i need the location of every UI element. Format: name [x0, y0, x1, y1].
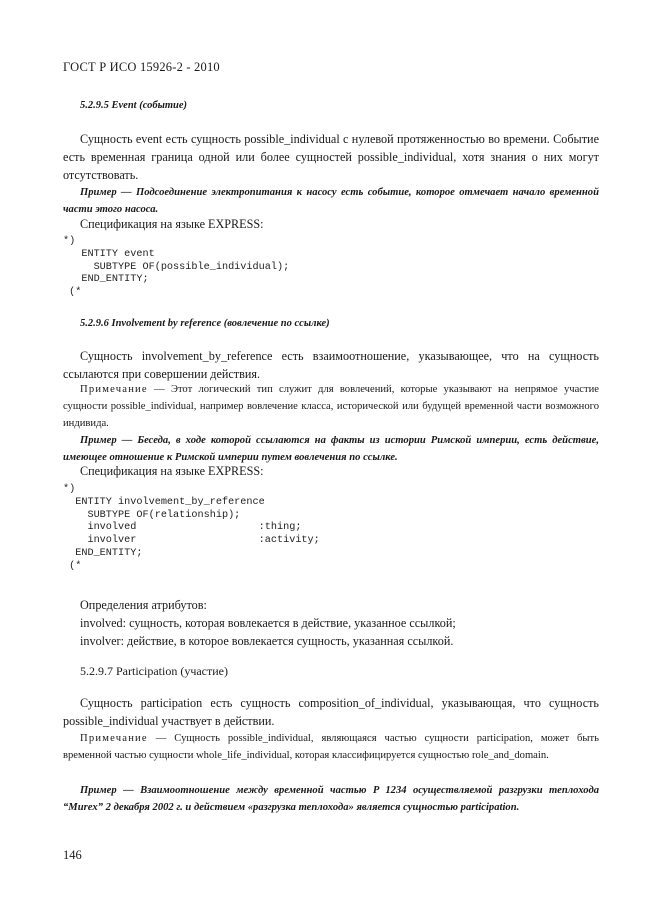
- attribute-involver: involver: действие, в которое вовлекается сущность, указанная ссылкой.: [80, 634, 454, 648]
- paragraph-involvement: Сущность involvement_by_reference есть взаимоотношение, указывающее, что на сущность ссылаются при совершении действия.: [63, 349, 599, 381]
- document-header: ГОСТ Р ИСО 15926-2 - 2010: [63, 60, 220, 74]
- example-participation: Пример — Взаимоотношение между временной частью P 1234 осуществляемой разгрузки теплохода “Murex” 2 декабря 2002 г. и действием «разгрузка теплохода» является сущностью participation.: [63, 785, 599, 813]
- section-title-participation: 5.2.9.7 Participation (участие): [80, 664, 228, 678]
- spec-label-involvement: Спецификация на языке EXPRESS:: [80, 464, 264, 478]
- note-text: — Этот логический тип служит для вовлечений, которые указывают на непрямое участие сущности possible_individual, например вовлечение класса, исторической или будущей временной части возможного индивида.: [63, 384, 599, 429]
- section-title-involvement: 5.2.9.6 Involvement by reference (вовлечение по ссылке): [80, 318, 330, 329]
- note-label: Примечание: [80, 733, 148, 744]
- attribute-involved: involved: сущность, которая вовлекается в действие, указанное ссылкой;: [80, 616, 456, 630]
- attributes-heading: Определения атрибутов:: [80, 598, 207, 612]
- paragraph-event: Сущность event есть сущность possible_individual с нулевой протяженностью во времени. Событие есть временная граница одной или более сущностей possible_individual, хотя знания о них могут отсутствовать.: [63, 132, 599, 182]
- note-involvement: [63, 381, 599, 432]
- note-text: — Сущность possible_individual, являющаяся частью сущности participation, может быть временной частью сущности whole_life_individual, которая классифицируется сущностью role_and_domain.: [63, 733, 599, 761]
- note-label: Примечание: [80, 384, 148, 395]
- example-involvement: Пример — Беседа, в ходе которой ссылаются на факты из истории Римской империи, есть действие, имеющее отношение к Римской империи путем вовлечения по ссылке.: [63, 435, 599, 463]
- code-block-involvement: *) ENTITY involvement_by_reference SUBTYPE OF(relationship); involved :thing; involver :activity; END_ENTITY; (*: [63, 484, 320, 572]
- page-number: 146: [63, 848, 82, 862]
- section-title-event: 5.2.9.5 Event (событие): [80, 100, 188, 111]
- paragraph-participation: Сущность participation есть сущность composition_of_individual, указывающая, что сущность possible_individual участвует в действии.: [63, 696, 599, 728]
- example-event: Пример — Подсоединение электропитания к насосу есть событие, которое отмечает начало временной части этого насоса.: [63, 187, 599, 215]
- spec-label-event: Спецификация на языке EXPRESS:: [80, 217, 264, 231]
- note-participation: [63, 730, 599, 764]
- code-block-event: *) ENTITY event SUBTYPE OF(possible_individual); END_ENTITY; (*: [63, 236, 290, 299]
